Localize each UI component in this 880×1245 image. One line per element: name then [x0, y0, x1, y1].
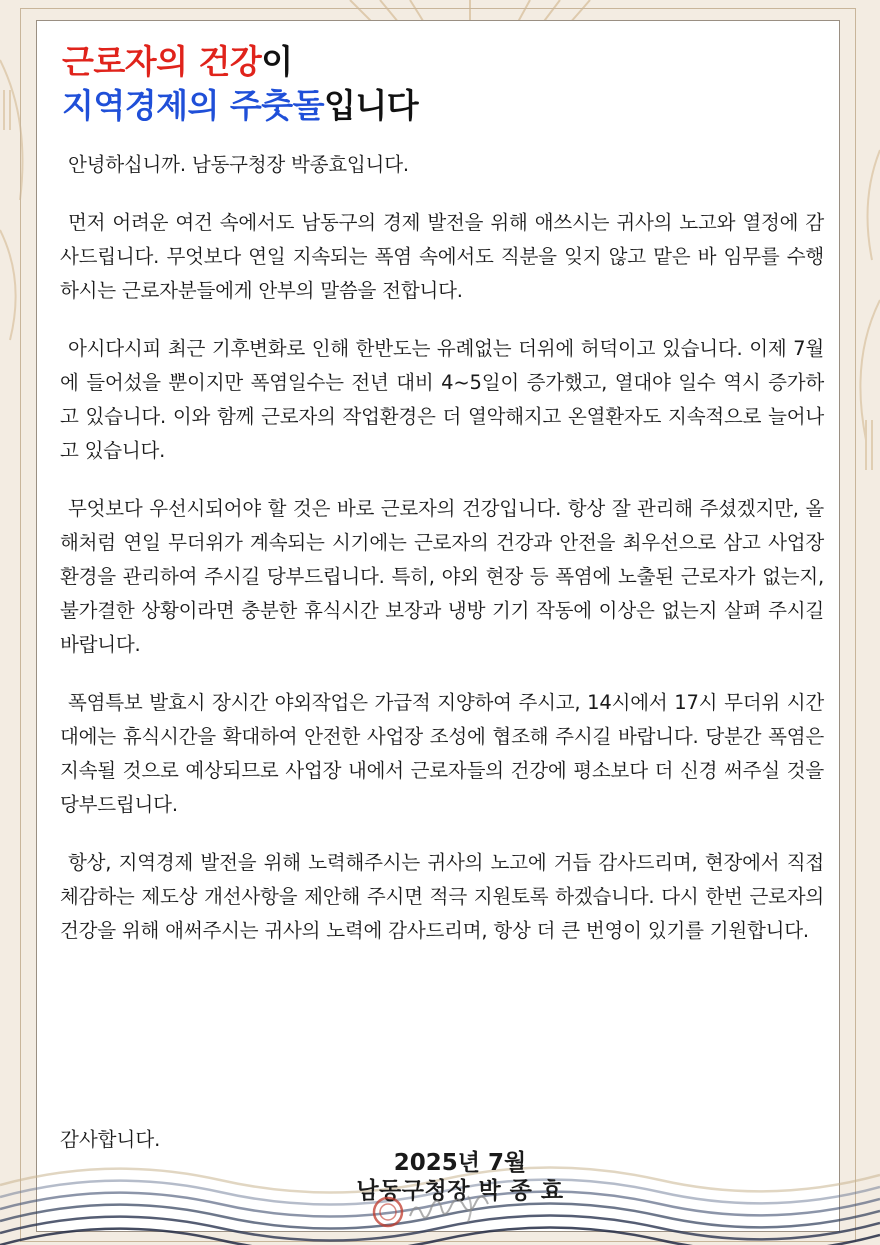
- headline-line-1: [62, 40, 418, 84]
- headline-blue-text: 지역경제의 주춧돌: [62, 86, 325, 125]
- headline-black-text: 이: [261, 42, 293, 81]
- signature-name: 남동구청장 박 종 효: [356, 1178, 564, 1204]
- headline-black-text-2: 입니다: [324, 86, 419, 125]
- paragraph-1: 먼저 어려운 여건 속에서도 남동구의 경제 발전을 위해 애쓰시는 귀사의 노고와 열정에 감사드립니다. 무엇보다 연일 지속되는 폭염 속에서도 직분을 잊지 않고 맡은 바 임무를 수행하시는 근로자분들에게 안부의 말씀을 전합니다.: [60, 211, 824, 302]
- signature-stamp-icon: [368, 1176, 518, 1236]
- paragraph-3: 무엇보다 우선시되어야 할 것은 바로 근로자의 건강입니다. 항상 잘 관리해 주셨겠지만, 올해처럼 연일 무더위가 계속되는 시기에는 근로자의 건강과 안전을 최우선으로 삼고 사업장 환경을 관리하여 주시길 당부드립니다. 특히, 야외 현장 등 폭염에 노출된 근로자가 없는지, 불가결한 상황이라면 충분한 휴식시간 보장과 냉방 기기 작동에 이상은 없는지 살펴 주시길 바랍니다.: [60, 497, 824, 656]
- paragraph-5: 항상, 지역경제 발전을 위해 노력해주시는 귀사의 노고에 거듭 감사드리며, 현장에서 직접 체감하는 제도상 개선사항을 제안해 주시면 적극 지원토록 하겠습니다. 다시 한번 근로자의 건강을 위해 애써주시는 귀사의 노력에 감사드리며, 항상 더 큰 번영이 있기를 기원합니다.: [60, 851, 824, 942]
- paragraph-4: 폭염특보 발효시 장시간 야외작업은 가급적 지양하여 주시고, 14시에서 17시 무더위 시간대에는 휴식시간을 확대하여 안전한 사업장 조성에 협조해 주시길 바랍니다. 당분간 폭염은 지속될 것으로 예상되므로 사업장 내에서 근로자들의 건강에 평소보다 더 신경 써주실 것을 당부드립니다.: [60, 691, 824, 816]
- headline: [62, 40, 418, 128]
- signature-date: 2025년 7월: [393, 1150, 527, 1176]
- letter-body: [60, 148, 824, 972]
- paragraph-2: 아시다시피 최근 기후변화로 인해 한반도는 유례없는 더위에 허덕이고 있습니다. 이제 7월에 들어섰을 뿐이지만 폭염일수는 전년 대비 4~5일이 증가했고, 열대야 일수 역시 증가하고 있습니다. 이와 함께 근로자의 작업환경은 더 열악해지고 온열환자도 지속적으로 늘어나고 있습니다.: [60, 337, 824, 462]
- headline-line-2: [62, 84, 418, 128]
- closing-text: 감사합니다.: [60, 1128, 161, 1151]
- headline-red-text: 근로자의 건강: [62, 42, 262, 81]
- greeting: 안녕하십니까. 남동구청장 박종효입니다.: [68, 153, 409, 176]
